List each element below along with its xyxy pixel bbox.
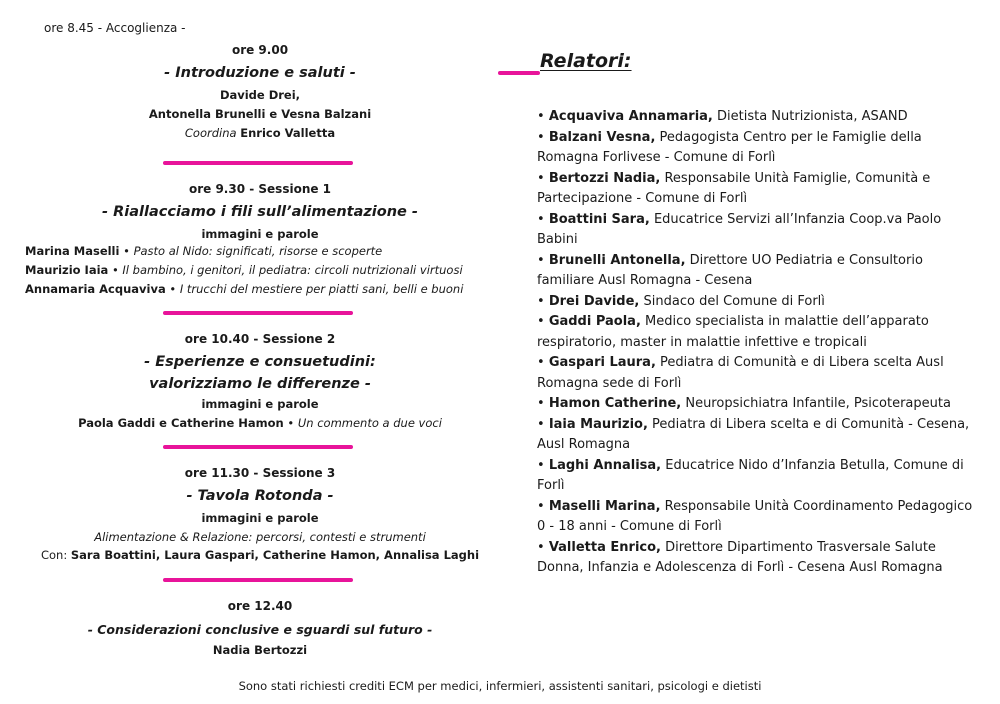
session1-time: ore 9.30 - Sessione 1 [188,182,332,196]
session2-subtitle: immagini e parole [201,397,319,411]
divider-bar [163,311,353,315]
relatore-item: • Valletta Enrico, Direttore Dipartimento Trasversale Salute Donna, Infanzia e Adolescenza di Forlì - Cesena Ausl Romagna [537,539,943,575]
bullet-icon: • [537,170,545,186]
bullet-icon: • [537,355,545,370]
talk-topic: Un commento a due voci [297,416,442,430]
relatore-item: • Acquaviva Annamaria, Dietista Nutrizionista, ASAND [537,109,908,124]
relatore-item: • Hamon Catherine, Neuropsichiatra Infantile, Psicoterapeuta [537,396,951,411]
relatore-item: • Gaspari Laura, Pediatra di Comunità e di Libera scelta Ausl Romagna sede di Forlì [537,355,944,391]
session3-title: - Tavola Rotonda - [186,488,334,504]
relatore-item: • Laghi Annalisa, Educatrice Nido d’Infanzia Betulla, Comune di Forlì [537,457,964,493]
relatori-list [537,107,977,579]
session3-participants [0,550,520,562]
divider-bar [163,578,353,582]
relatori-title: Relatori: [540,50,632,72]
coord-name: Enrico Valletta [240,126,336,140]
bullet-icon: • [537,109,545,124]
relatore-item: • Bertozzi Nadia, Responsabile Unità Famiglie, Comunità e Partecipazione - Comune di Forlì [537,170,931,206]
talk-speaker: Annamaria Acquaviva [25,282,166,296]
relatore-item: • Boattini Sara, Educatrice Servizi all’Infanzia Coop.va Paolo Babini [537,211,942,247]
bullet-icon: • [537,129,545,145]
talk-topic: I trucchi del mestiere per piatti sani, belli e buoni [179,282,464,296]
talk-speaker: Maurizio Iaia [25,263,109,277]
con-label: Con: [40,548,68,562]
divider-bar [163,161,353,165]
intro-names-2: Antonella Brunelli e Vesna Balzani [148,107,372,121]
coord-label: Coordina [184,126,237,140]
talk-topic: Pasto al Nido: significati, risorse e scoperte [133,244,383,258]
session2-title-2: valorizziamo le differenze - [149,376,371,392]
talk-item [25,284,463,296]
bullet-icon: • [537,539,545,555]
intro-coordinator [0,128,520,140]
relatore-item: • Iaia Maurizio, Pediatra di Libera scelta e di Comunità - Cesena, Ausl Romagna [537,416,970,452]
relatori-accent-bar [498,71,540,75]
bullet-icon: • [537,416,545,432]
session3-time: ore 11.30 - Sessione 3 [184,466,336,480]
session2-title-1: - Esperienze e consuetudini: [144,354,376,370]
session1-subtitle: immagini e parole [201,227,319,241]
bullet-icon: • [537,252,545,268]
bullet-icon: • [537,457,545,473]
session2-time: ore 10.40 - Sessione 2 [184,332,336,346]
relatore-item: • Maselli Marina, Responsabile Unità Coordinamento Pedagogico 0 - 18 anni - Comune di Forlì [537,498,973,534]
talk-topic: Il bambino, i genitori, il pediatra: circoli nutrizionali virtuosi [122,263,463,277]
bullet-icon: • [287,416,295,430]
talk-item [25,265,463,277]
session3-topic: Alimentazione & Relazione: percorsi, contesti e strumenti [94,530,426,544]
closing-title: - Considerazioni conclusive e sguardi sul futuro - [87,622,433,637]
session3-subtitle: immagini e parole [201,511,319,525]
bullet-icon: • [537,498,545,514]
bullet-icon: • [111,263,119,277]
intro-title: - Introduzione e saluti - [164,65,356,81]
relatore-item: • Brunelli Antonella, Direttore UO Pediatria e Consultorio familiare Ausl Romagna - Cesena [537,252,923,288]
bullet-icon: • [537,293,545,309]
ecm-footer-note: Sono stati richiesti crediti ECM per medici, infermieri, assistenti sanitari, psicologi e dietisti [238,679,762,693]
closing-time: ore 12.40 [227,599,293,613]
welcome-line: ore 8.45 - Accoglienza - [44,21,186,35]
talk-item [25,246,382,258]
relatore-item: • Drei Davide, Sindaco del Comune di Forlì [537,293,825,309]
bullet-icon: • [537,314,545,329]
closing-speaker: Nadia Bertozzi [212,643,308,657]
session2-talk [0,418,520,430]
divider-bar [163,445,353,449]
bullet-icon: • [537,396,545,411]
bullet-icon: • [537,211,545,227]
relatore-item: • Gaddi Paola, Medico specialista in malattie dell’apparato respiratorio, master in malattie infettive e tropicali [537,314,929,350]
relatore-item: • Balzani Vesna, Pedagogista Centro per le Famiglie della Romagna Forlivese - Comune di Forlì [537,129,922,165]
talk-speaker: Paola Gaddi e Catherine Hamon [78,416,284,430]
bullet-icon: • [169,282,177,296]
bullet-icon: • [123,244,130,258]
session1-title: - Riallacciamo i fili sull’alimentazione - [102,204,418,220]
participants-names: Sara Boattini, Laura Gaspari, Catherine Hamon, Annalisa Laghi [70,548,480,562]
intro-time: ore 9.00 [231,43,289,57]
talk-speaker: Marina Maselli [25,244,120,258]
intro-names-1: Davide Drei, [219,88,301,102]
